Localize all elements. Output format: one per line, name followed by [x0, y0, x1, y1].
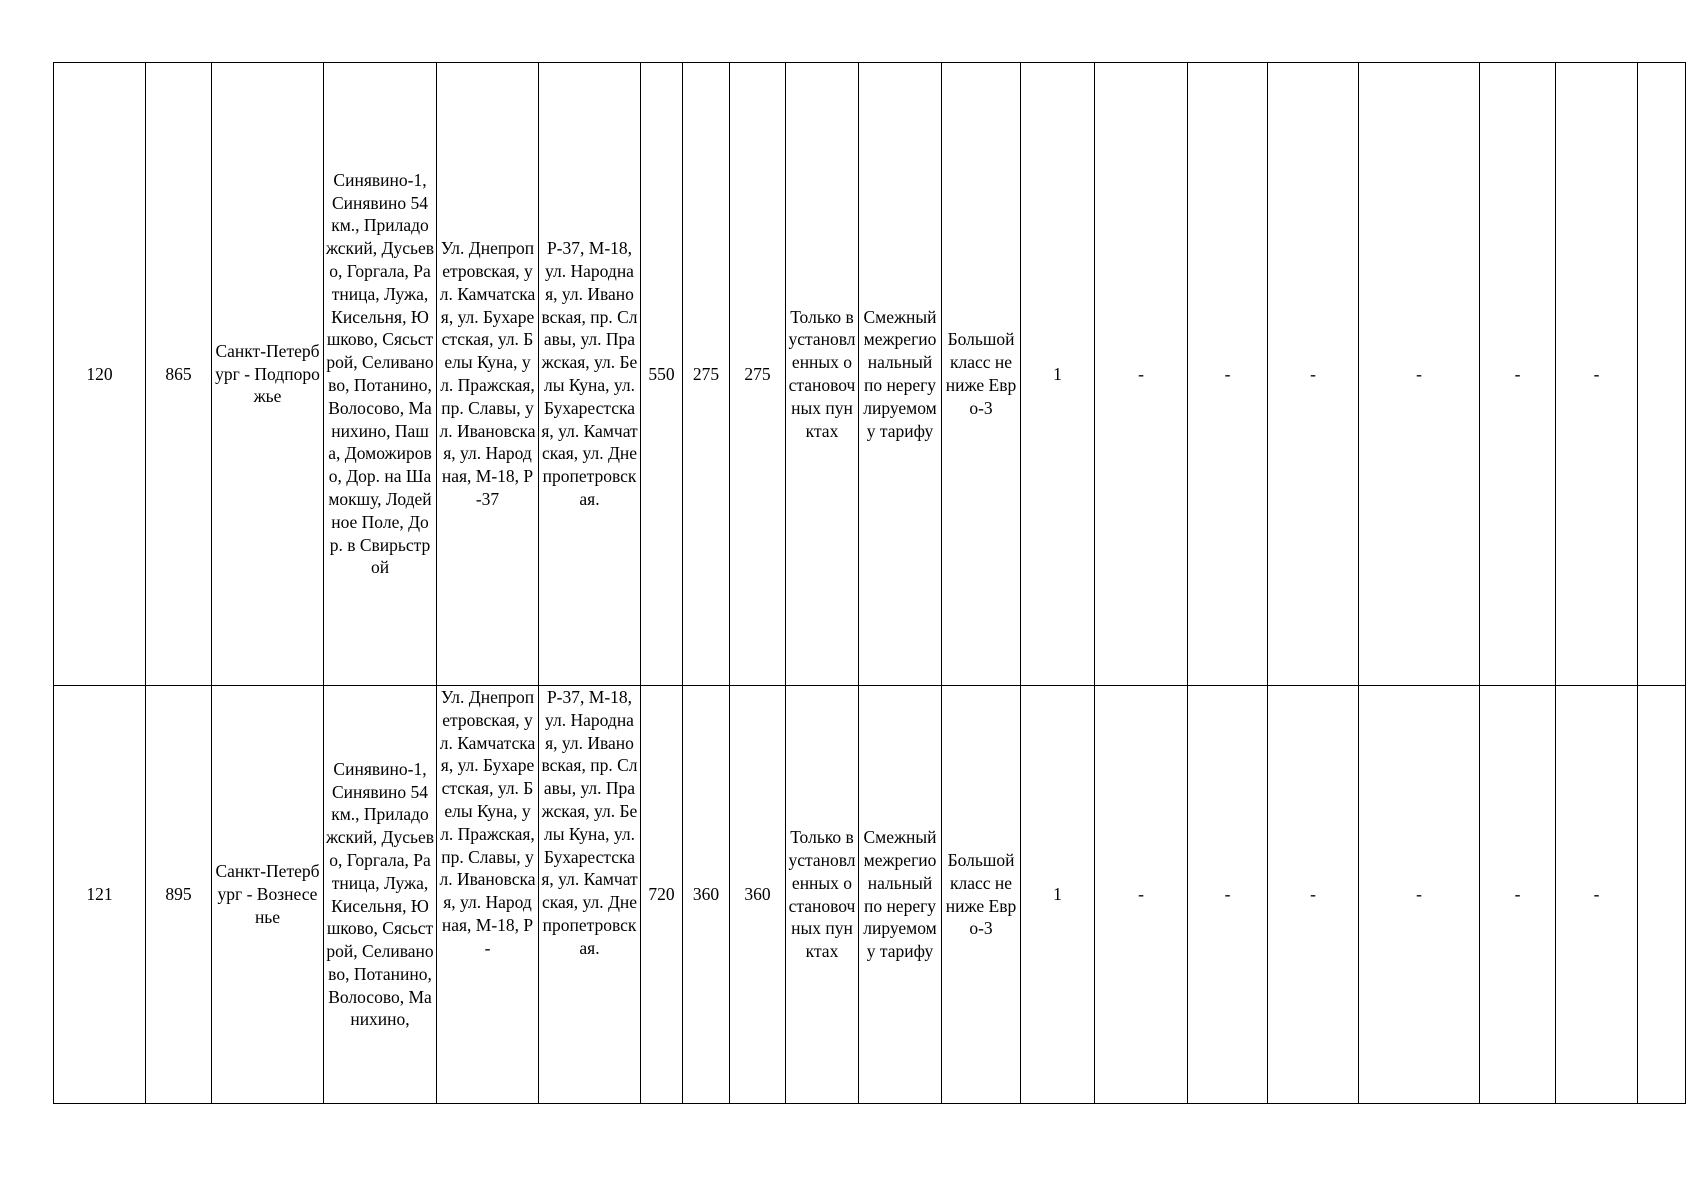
empty-cell: [1638, 686, 1686, 1104]
route-length-cell: 550: [641, 63, 683, 686]
dash-cell: -: [1268, 63, 1359, 686]
table-row: [54, 686, 1686, 1104]
dash-cell: -: [1480, 686, 1556, 1104]
vehicle-count-cell: 1: [1021, 63, 1095, 686]
route-number-cell: 121: [54, 686, 146, 1104]
dash-cell: -: [1268, 686, 1359, 1104]
dash-cell: -: [1095, 686, 1188, 1104]
vehicle-class-cell: Большой класс не ниже Евро-3: [942, 686, 1021, 1104]
dash-cell: -: [1188, 686, 1268, 1104]
route-type-cell: Смежный межрегиональный по нерегулируемому тарифу: [859, 686, 942, 1104]
streets-forward-cell: Ул. Днепропетровская, ул. Камчатская, ул. Бухарестская, ул. Белы Куна, ул. Пражская, пр. Славы, ул. Ивановская, ул. Народная, М-18, Р-37: [437, 63, 539, 686]
intermediate-stops-cell: Синявино-1, Синявино 54 км., Приладожский, Дусьево, Горгала, Ратница, Лужа, Кисельня, Юшково, Сясьстрой, Селиваново, Потанино, Волосово, Манихино,: [324, 686, 437, 1104]
streets-forward-cell: Ул. Днепропетровская, ул. Камчатская, ул. Бухарестская, ул. Белы Куна, ул. Пражская, пр. Славы, ул. Ивановская, ул. Народная, М-18, Р-: [437, 686, 539, 1104]
forward-length-cell: 360: [683, 686, 730, 1104]
dash-cell: -: [1480, 63, 1556, 686]
vehicle-class-cell: Большой класс не ниже Евро-3: [942, 63, 1021, 686]
backward-length-cell: 275: [730, 63, 786, 686]
route-type-cell: Смежный межрегиональный по нерегулируемому тарифу: [859, 63, 942, 686]
boarding-order-cell: Только в установленных остановочных пунктах: [786, 686, 859, 1104]
dash-cell: -: [1359, 63, 1480, 686]
vehicle-count-cell: 1: [1021, 686, 1095, 1104]
route-name-cell: Санкт-Петербург - Подпорожье: [212, 63, 324, 686]
dash-cell: -: [1556, 63, 1638, 686]
dash-cell: -: [1359, 686, 1480, 1104]
dash-cell: -: [1556, 686, 1638, 1104]
forward-length-cell: 275: [683, 63, 730, 686]
intermediate-stops-cell: Синявино-1, Синявино 54 км., Приладожский, Дусьево, Горгала, Ратница, Лужа, Кисельня, Юшково, Сясьстрой, Селиваново, Потанино, Волосово, Манихино, Паша, Доможирово, Дор. на Шамокшу, Лодейное Поле, Дор. в Свирьстрой: [324, 63, 437, 686]
streets-backward-cell: Р-37, М-18, ул. Народная, ул. Ивановская, пр. Славы, ул. Пражская, ул. Белы Куна, ул. Бухарестская, ул. Камчатская, ул. Днепропетровская.: [539, 686, 641, 1104]
route-name-cell: Санкт-Петербург - Вознесенье: [212, 686, 324, 1104]
backward-length-cell: 360: [730, 686, 786, 1104]
registration-number-cell: 895: [146, 686, 212, 1104]
table-row: [54, 63, 1686, 686]
route-number-cell: 120: [54, 63, 146, 686]
dash-cell: -: [1095, 63, 1188, 686]
empty-cell: [1638, 63, 1686, 686]
boarding-order-cell: Только в установленных остановочных пунктах: [786, 63, 859, 686]
registration-number-cell: 865: [146, 63, 212, 686]
streets-backward-cell: Р-37, М-18, ул. Народная, ул. Ивановская, пр. Славы, ул. Пражская, ул. Белы Куна, ул. Бухарестская, ул. Камчатская, ул. Днепропетровская.: [539, 63, 641, 686]
routes-table: [53, 62, 1686, 1104]
dash-cell: -: [1188, 63, 1268, 686]
route-length-cell: 720: [641, 686, 683, 1104]
